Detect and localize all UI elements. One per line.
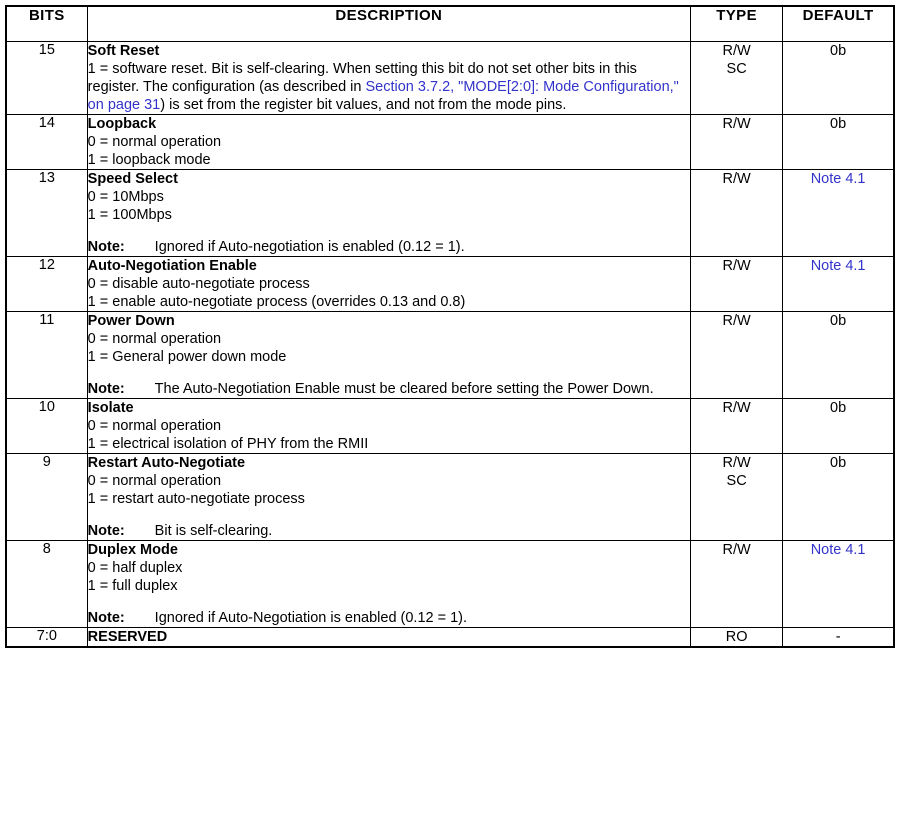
default-value-link[interactable]: Note 4.1 bbox=[810, 542, 866, 558]
cell-default bbox=[783, 628, 894, 648]
cell-default bbox=[783, 257, 894, 312]
note-text: The Auto-Negotiation Enable must be cleared before setting the Power Down. bbox=[154, 381, 654, 397]
cell-type bbox=[691, 312, 783, 399]
default-value-link[interactable]: Note 4.1 bbox=[810, 258, 866, 274]
column-header-default: DEFAULT bbox=[783, 6, 894, 42]
cell-bits: 15 bbox=[6, 42, 87, 115]
register-table-container bbox=[5, 5, 895, 815]
table-body bbox=[6, 42, 894, 648]
access-type: R/W bbox=[722, 313, 751, 329]
cell-description bbox=[87, 257, 690, 312]
cell-default bbox=[783, 399, 894, 454]
cell-default bbox=[783, 312, 894, 399]
cell-description bbox=[87, 170, 690, 257]
access-type: RO bbox=[725, 629, 748, 645]
bit-field-title: Soft Reset bbox=[87, 43, 160, 59]
cell-default bbox=[783, 42, 894, 115]
bit-value-line: 1 = restart auto-negotiate process bbox=[87, 491, 305, 507]
bit-value-line: 1 = electrical isolation of PHY from the RMII bbox=[87, 436, 369, 452]
table-row bbox=[6, 42, 894, 115]
bit-value-line: 0 = normal operation bbox=[87, 473, 222, 489]
cell-bits: 11 bbox=[6, 312, 87, 399]
cell-type bbox=[691, 115, 783, 170]
cell-default bbox=[783, 115, 894, 170]
column-header-description: DESCRIPTION bbox=[87, 6, 690, 42]
bit-value-line: 0 = normal operation bbox=[87, 418, 222, 434]
cell-description bbox=[87, 454, 690, 541]
cell-description bbox=[87, 42, 690, 115]
note-block bbox=[88, 522, 690, 540]
paragraph-text-before-link: 1 = software reset. Bit is self-clearing. When setting this bit do not set other bits in this register. The configuration (as described in bbox=[87, 61, 637, 95]
table-row bbox=[6, 170, 894, 257]
cell-description bbox=[87, 115, 690, 170]
register-bit-definition-table bbox=[5, 5, 895, 648]
bit-value-line: 1 = 100Mbps bbox=[87, 207, 172, 223]
default-value: 0b bbox=[830, 313, 847, 329]
access-type: R/W bbox=[722, 116, 751, 132]
cell-default bbox=[783, 454, 894, 541]
table-row bbox=[6, 454, 894, 541]
bit-field-title: Auto-Negotiation Enable bbox=[87, 258, 257, 274]
access-type: R/W bbox=[722, 400, 751, 416]
note-label: Note: bbox=[87, 239, 125, 255]
table-row bbox=[6, 399, 894, 454]
bit-field-title: RESERVED bbox=[87, 629, 168, 645]
cell-type bbox=[691, 628, 783, 648]
column-header-bits: BITS bbox=[6, 6, 87, 42]
bit-field-title: Restart Auto-Negotiate bbox=[87, 455, 246, 471]
access-type: R/W bbox=[722, 43, 751, 59]
note-text: Ignored if Auto-negotiation is enabled (0.12 = 1). bbox=[154, 239, 465, 255]
cell-bits: 13 bbox=[6, 170, 87, 257]
bit-value-line: 1 = enable auto-negotiate process (overrides 0.13 and 0.8) bbox=[87, 294, 466, 310]
default-value: 0b bbox=[830, 43, 847, 59]
access-type: R/W bbox=[722, 542, 751, 558]
cell-type bbox=[691, 399, 783, 454]
note-label: Note: bbox=[87, 523, 125, 539]
cell-description bbox=[87, 541, 690, 628]
note-block bbox=[88, 380, 690, 398]
description-paragraph bbox=[88, 60, 690, 114]
cell-default bbox=[783, 170, 894, 257]
bit-value-line: 0 = half duplex bbox=[87, 560, 183, 576]
cell-description bbox=[87, 628, 690, 648]
default-value: 0b bbox=[830, 400, 847, 416]
bit-field-title: Duplex Mode bbox=[87, 542, 178, 558]
bit-value-line: 1 = full duplex bbox=[87, 578, 178, 594]
paragraph-text-after-link: ) is set from the register bit values, and not from the mode pins. bbox=[160, 97, 567, 113]
note-text: Ignored if Auto-Negotiation is enabled (0.12 = 1). bbox=[154, 610, 468, 626]
bit-value-line: 0 = disable auto-negotiate process bbox=[87, 276, 310, 292]
table-row bbox=[6, 628, 894, 648]
cell-bits: 8 bbox=[6, 541, 87, 628]
cell-bits: 9 bbox=[6, 454, 87, 541]
table-row bbox=[6, 257, 894, 312]
bit-field-title: Speed Select bbox=[87, 171, 178, 187]
note-block bbox=[88, 238, 690, 256]
default-value-link[interactable]: Note 4.1 bbox=[810, 171, 866, 187]
cell-bits: 10 bbox=[6, 399, 87, 454]
bit-value-line: 1 = General power down mode bbox=[87, 349, 287, 365]
cell-bits: 14 bbox=[6, 115, 87, 170]
table-row bbox=[6, 115, 894, 170]
table-row bbox=[6, 541, 894, 628]
access-type: R/W bbox=[722, 258, 751, 274]
cross-reference-link[interactable]: Section 3.7.2, "MODE[2:0]: Mode Configuration," on page 31 bbox=[87, 79, 679, 113]
cell-type bbox=[691, 454, 783, 541]
note-block bbox=[88, 609, 690, 627]
default-value: 0b bbox=[830, 455, 847, 471]
cell-description bbox=[87, 312, 690, 399]
cell-bits: 7:0 bbox=[6, 628, 87, 648]
cell-type bbox=[691, 42, 783, 115]
access-type: R/W bbox=[722, 171, 751, 187]
cell-bits: 12 bbox=[6, 257, 87, 312]
table-header bbox=[6, 6, 894, 42]
note-label: Note: bbox=[87, 381, 125, 397]
access-type: R/W bbox=[722, 455, 751, 471]
table-row bbox=[6, 312, 894, 399]
bit-value-line: 0 = normal operation bbox=[87, 134, 222, 150]
cell-type bbox=[691, 257, 783, 312]
bit-field-title: Loopback bbox=[87, 116, 157, 132]
access-type-modifier: SC bbox=[726, 473, 747, 489]
table-header-row bbox=[6, 6, 894, 42]
cell-type bbox=[691, 541, 783, 628]
bit-value-line: 1 = loopback mode bbox=[87, 152, 211, 168]
cell-type bbox=[691, 170, 783, 257]
bit-field-title: Power Down bbox=[87, 313, 175, 329]
default-value: - bbox=[835, 629, 841, 645]
default-value: 0b bbox=[830, 116, 847, 132]
note-text: Bit is self-clearing. bbox=[154, 523, 273, 539]
access-type-modifier: SC bbox=[726, 61, 747, 77]
note-label: Note: bbox=[87, 610, 125, 626]
cell-description bbox=[87, 399, 690, 454]
bit-value-line: 0 = normal operation bbox=[87, 331, 222, 347]
cell-default bbox=[783, 541, 894, 628]
bit-field-title: Isolate bbox=[87, 400, 134, 416]
column-header-type: TYPE bbox=[691, 6, 783, 42]
bit-value-line: 0 = 10Mbps bbox=[87, 189, 164, 205]
